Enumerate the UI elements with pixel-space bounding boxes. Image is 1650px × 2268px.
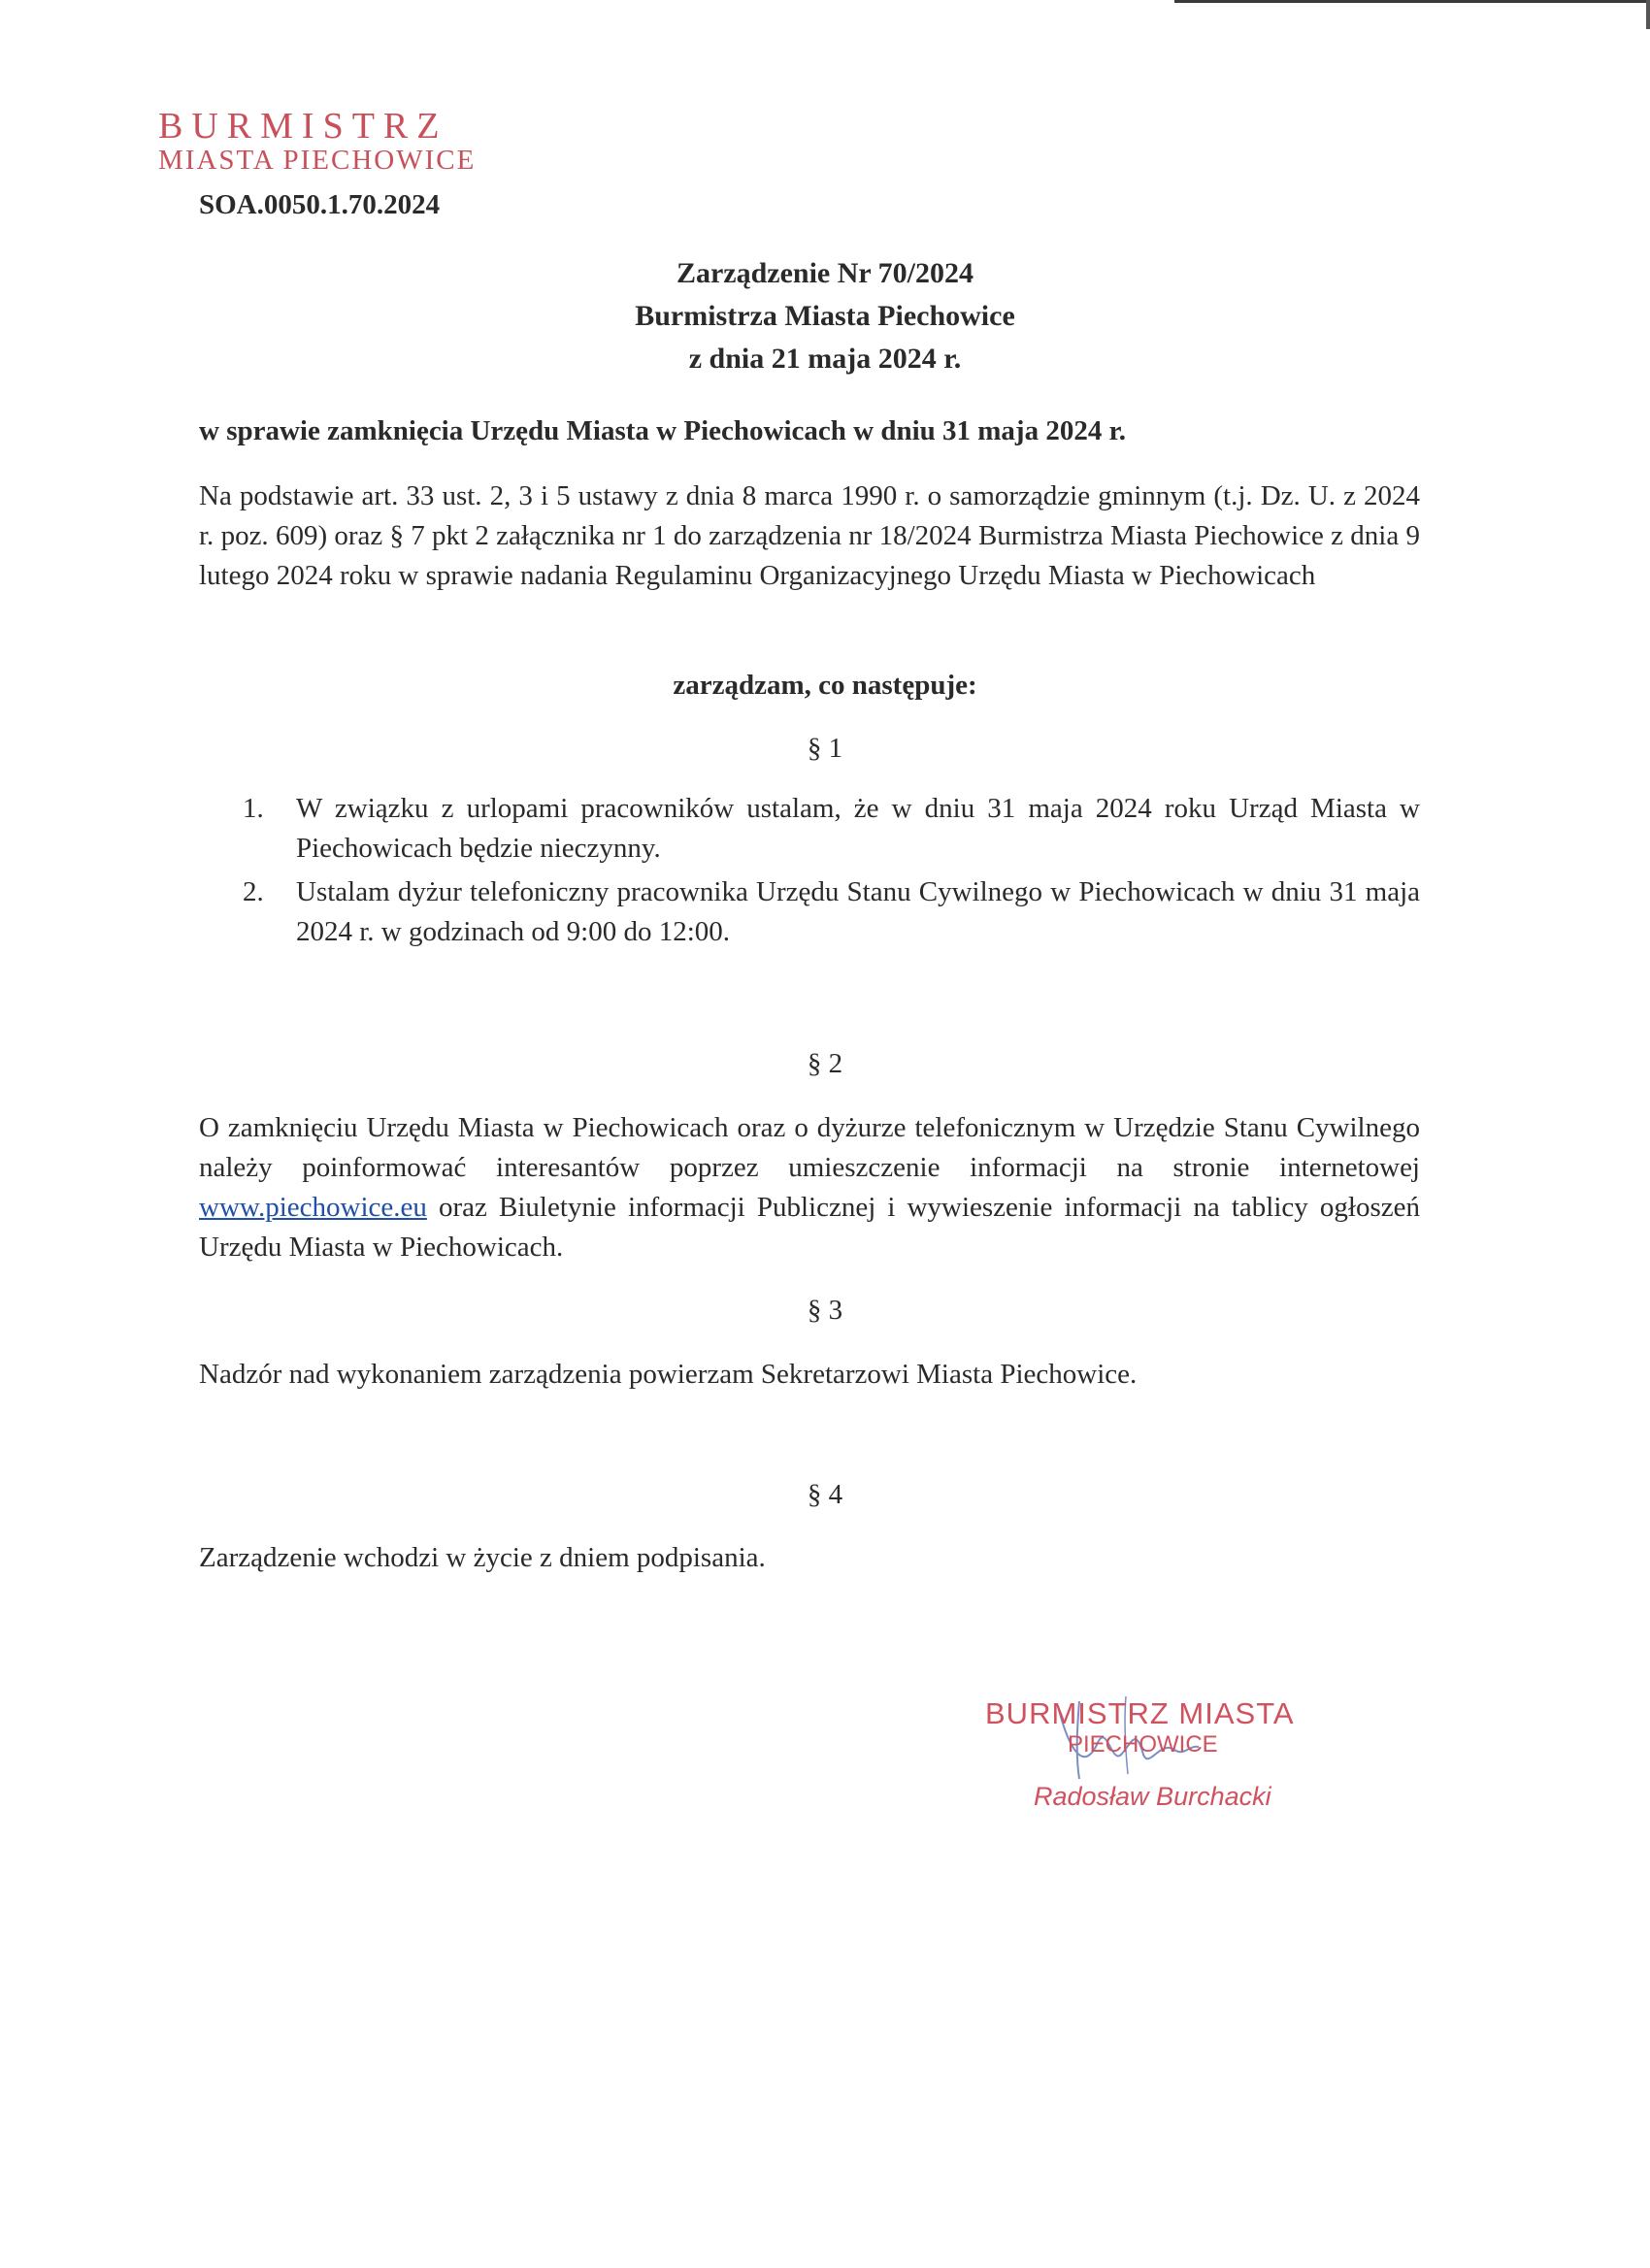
stamp-top-line2: MIASTA PIECHOWICE — [158, 145, 477, 176]
list-item — [243, 872, 1420, 952]
website-link[interactable]: www.piechowice.eu — [199, 1192, 427, 1223]
stamp-top-line1: BURMISTRZ — [158, 106, 448, 147]
title-line-3: z dnia 21 maja 2024 r. — [688, 343, 962, 375]
document-reference-number: SOA.0050.1.70.2024 — [199, 189, 441, 220]
signatory-name: Radosław Burchacki — [1034, 1782, 1271, 1811]
section-1-list — [243, 789, 1420, 956]
document-subject: w sprawie zamknięcia Urzędu Miasta w Piechowicach w dniu 31 maja 2024 r. — [199, 415, 1127, 446]
list-item-number: 1. — [243, 793, 264, 824]
scan-edge-right — [1646, 0, 1650, 29]
burmistrz-stamp-bottom — [985, 1696, 1295, 1812]
list-item-number: 2. — [243, 876, 264, 907]
document-title — [0, 252, 1650, 380]
legal-basis-paragraph: Na podstawie art. 33 ust. 2, 3 i 5 ustawy z dnia 8 marca 1990 r. o samorządzie gminnym (t.j. Dz. U. z 2024 r. poz. 609) oraz § 7 pkt 2 załącznika nr 1 do zarządzenia nr 18/2024 Burmistrza Miasta Piechowice z dnia 9 lutego 2024 roku w sprawie nadania Regulaminu Organizacyjnego Urzędu Miasta w Piechowicach — [199, 480, 1420, 591]
title-line-2: Burmistrza Miasta Piechowice — [635, 300, 1015, 332]
section-3-heading: § 3 — [807, 1295, 843, 1326]
section-2-heading: § 2 — [807, 1048, 843, 1079]
stamp-bottom-line2: PIECHOWICE — [1068, 1731, 1218, 1758]
list-item-text: Ustalam dyżur telefoniczny pracownika Urzędu Stanu Cywilnego w Piechowicach w dniu 31 maja 2024 r. w godzinach od 9:00 do 12:00. — [296, 876, 1420, 947]
section-4-heading: § 4 — [807, 1479, 843, 1510]
section-1-heading: § 1 — [807, 733, 843, 764]
section-3-text: Nadzór nad wykonaniem zarządzenia powierzam Sekretarzowi Miasta Piechowice. — [199, 1359, 1138, 1390]
section-2-paragraph — [199, 1108, 1420, 1267]
burmistrz-stamp-top — [158, 107, 476, 175]
section-2-text-after: oraz Biuletynie informacji Publicznej i wywieszenie informacji na tablicy ogłoszeń Urzędu Miasta w Piechowicach. — [199, 1192, 1420, 1263]
title-line-1: Zarządzenie Nr 70/2024 — [676, 257, 974, 289]
scan-edge-top — [1174, 0, 1650, 3]
stamp-bottom-line1: BURMISTRZ MIASTA — [985, 1696, 1295, 1730]
section-2-text-before: O zamknięciu Urzędu Miasta w Piechowicach oraz o dyżurze telefonicznym w Urzędzie Stanu Cywilnego należy poinformować interesantów poprzez umieszczenie informacji na stronie internetowej — [199, 1112, 1420, 1183]
decree-intro: zarządzam, co następuje: — [673, 670, 977, 701]
list-item — [243, 789, 1420, 869]
list-item-text: W związku z urlopami pracowników ustalam, że w dniu 31 maja 2024 roku Urząd Miasta w Piechowicach będzie nieczynny. — [296, 793, 1420, 864]
section-4-text: Zarządzenie wchodzi w życie z dniem podpisania. — [199, 1542, 766, 1573]
